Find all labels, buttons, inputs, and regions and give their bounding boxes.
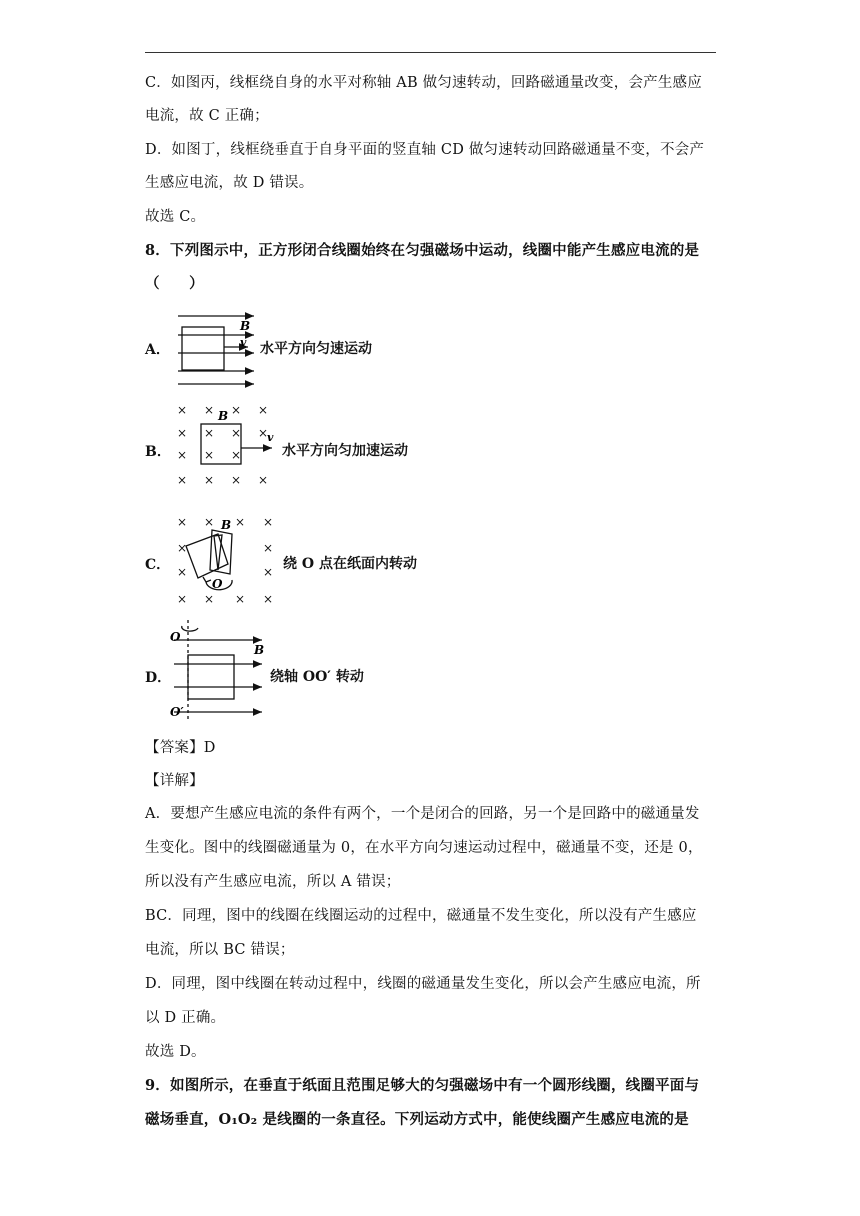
- cross-mark: ×: [203, 403, 215, 417]
- cross-mark: ×: [234, 592, 246, 606]
- cross-mark: ×: [203, 473, 215, 487]
- option-c-text: 绕 O 点在纸面内转动: [283, 556, 417, 572]
- cross-mark: ×: [176, 448, 188, 462]
- label-v: v: [267, 431, 274, 444]
- cross-mark: ×: [203, 426, 215, 440]
- cross-mark: ×: [203, 448, 215, 462]
- option-a-text: 水平方向匀速运动: [260, 341, 372, 357]
- header-rule: [145, 52, 716, 53]
- text-line: 电流，故 C 正确；: [145, 108, 269, 124]
- cross-mark: ×: [234, 515, 246, 529]
- detail-line: 所以没有产生感应电流，所以 A 错误；: [145, 874, 401, 890]
- detail-heading: 【详解】: [145, 773, 204, 789]
- label-o: O: [170, 630, 181, 644]
- option-d-letter: D．: [145, 670, 172, 686]
- option-b-text: 水平方向匀加速运动: [282, 443, 408, 459]
- label-o-prime: O′: [170, 705, 184, 719]
- option-b-letter: B．: [145, 444, 171, 460]
- label-b: B: [254, 643, 265, 657]
- text-line: 故选 C。: [145, 209, 206, 225]
- cross-mark: ×: [257, 473, 269, 487]
- cross-mark: ×: [262, 592, 274, 606]
- question-9-stem: 9．如图所示，在垂直于纸面且范围足够大的匀强磁场中有一个圆形线圈，线圈平面与: [145, 1077, 700, 1094]
- detail-line: 生变化。图中的线圈磁通量为 0，在水平方向匀速运动过程中，磁通量不变，还是 0，: [145, 840, 703, 856]
- figure-a: [170, 310, 265, 390]
- text-line: 生感应电流，故 D 错误。: [145, 175, 314, 191]
- label-b: B: [221, 518, 232, 532]
- cross-mark: ×: [262, 541, 274, 555]
- cross-mark: ×: [176, 592, 188, 606]
- figure-d: [168, 620, 268, 720]
- cross-mark: ×: [230, 403, 242, 417]
- cross-mark: ×: [176, 403, 188, 417]
- question-9-stem-2: 磁场垂直，O₁O₂ 是线圈的一条直径。下列运动方式中，能使线圈产生感应电流的是: [145, 1111, 689, 1128]
- label-v: v: [240, 336, 247, 349]
- label-b: B: [218, 409, 229, 423]
- question-8-stem-paren: （ ）: [145, 275, 204, 292]
- cross-mark: ×: [176, 473, 188, 487]
- label-b: B: [240, 319, 251, 333]
- detail-line: 故选 D。: [145, 1044, 206, 1060]
- cross-mark: ×: [230, 448, 242, 462]
- option-c-letter: C．: [145, 557, 171, 573]
- figure-c: [170, 512, 280, 607]
- option-a-letter: A．: [145, 342, 170, 358]
- cross-mark: ×: [230, 426, 242, 440]
- cross-mark: ×: [176, 565, 188, 579]
- cross-mark: ×: [262, 515, 274, 529]
- cross-mark: ×: [176, 541, 188, 555]
- answer: 【答案】D: [145, 740, 216, 756]
- detail-line: BC．同理，图中的线圈在线圈运动的过程中，磁通量不发生变化，所以没有产生感应: [145, 908, 697, 924]
- detail-line: 电流，所以 BC 错误；: [145, 942, 295, 958]
- figure-b: [170, 400, 280, 490]
- cross-mark: ×: [203, 592, 215, 606]
- label-o: O: [212, 577, 223, 591]
- text-line: C．如图丙，线框绕自身的水平对称轴 AB 做匀速转动，回路磁通量改变，会产生感应: [145, 75, 702, 91]
- cross-mark: ×: [262, 565, 274, 579]
- text-line: D．如图丁，线框绕垂直于自身平面的竖直轴 CD 做匀速转动回路磁通量不变，不会产: [145, 142, 705, 158]
- question-8-stem: 8．下列图示中，正方形闭合线圈始终在匀强磁场中运动，线圈中能产生感应电流的是: [145, 242, 700, 259]
- option-d-text: 绕轴 OO′ 转动: [270, 669, 364, 685]
- cross-mark: ×: [203, 515, 215, 529]
- cross-mark: ×: [257, 403, 269, 417]
- cross-mark: ×: [176, 515, 188, 529]
- detail-line: 以 D 正确。: [145, 1010, 226, 1026]
- cross-mark: ×: [176, 426, 188, 440]
- detail-line: D．同理，图中线圈在转动过程中，线圈的磁通量发生变化，所以会产生感应电流，所: [145, 976, 701, 992]
- cross-mark: ×: [230, 473, 242, 487]
- cross-mark: ×: [257, 426, 269, 440]
- detail-line: A．要想产生感应电流的条件有两个，一个是闭合的回路，另一个是回路中的磁通量发: [145, 806, 700, 822]
